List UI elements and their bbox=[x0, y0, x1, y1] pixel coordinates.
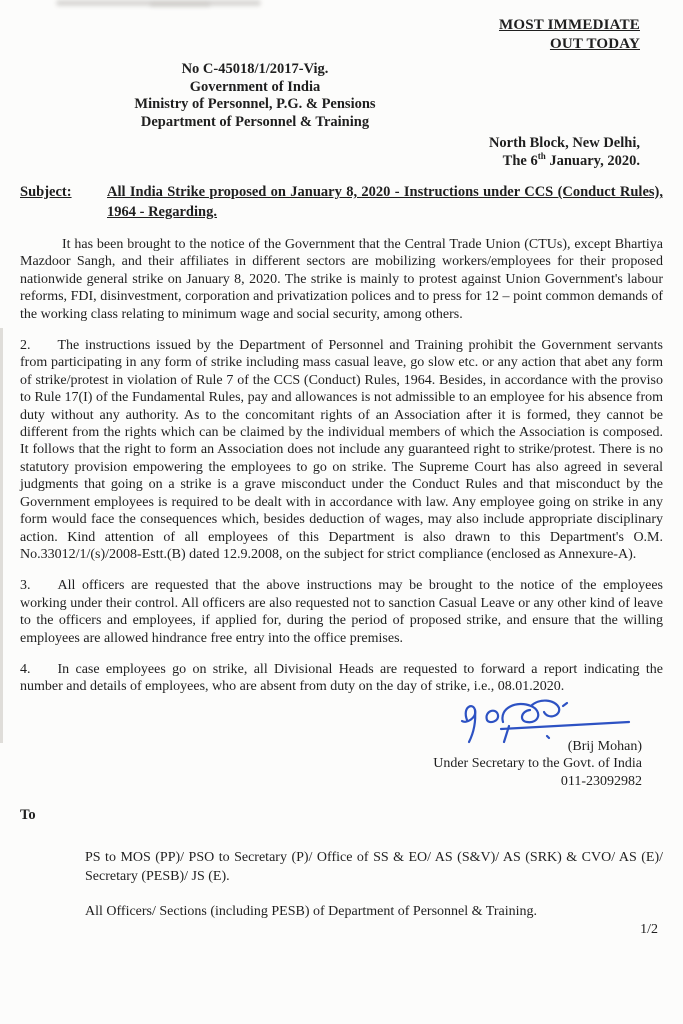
paragraph-2-number: 2. bbox=[20, 338, 31, 354]
subject-block bbox=[20, 182, 663, 222]
org-government: Government of India bbox=[189, 78, 321, 95]
paragraph-4-text: In case employees go on strike, all Divisional Heads are requested to forward a report indicating the number and details of employees, who are absent from duty on the day of strike, i.e., 08.01.2020. bbox=[20, 661, 663, 695]
paragraph-3-number: 3. bbox=[20, 578, 31, 594]
reference-number: No C-45018/1/2017-Vig. bbox=[181, 61, 329, 77]
paragraph-4-number: 4. bbox=[20, 661, 31, 677]
org-ministry: Ministry of Personnel, P.G. & Pensions bbox=[134, 96, 376, 112]
stamp-out-today: OUT TODAY bbox=[549, 36, 640, 52]
signatory-designation: Under Secretary to the Govt. of India bbox=[433, 756, 642, 772]
scan-edge-artifact bbox=[0, 328, 3, 743]
signature-block bbox=[20, 698, 663, 791]
place-date-block bbox=[20, 134, 663, 170]
paragraph-3 bbox=[20, 577, 663, 647]
distribution-list bbox=[85, 848, 663, 921]
paragraph-2 bbox=[20, 337, 663, 563]
to-label: To bbox=[20, 807, 36, 824]
distribution-item-2: All Officers/ Sections (including PESB) of Department of Personnel & Training. bbox=[85, 904, 537, 920]
paragraph-2-text: The instructions issued by the Department of Personnel and Training prohibit the Government servants from participating in any form of strike including mass casual leave, go slow etc. or any action that abet any form of strike/protest in violation of Rule 7 of the CCS (Conduct) Rules, 1964. Besides, in accordance with the proviso to Rule 17(I) of the Fundamental Rules, pay and allowances is not admissible to an employee for his absence from duty without any authority. As to the concomitant rights of an Association after it is formed, they cannot be different from the rights which can be claimed by the individual members of which the Association is composed. It follows that the right to form an Association does not include any guaranteed right to strike/protest. There is no statutory provision empowering the employees to go on strike. The Supreme Court has also agreed in several judgments that going on a strike is a grave misconduct under the Conduct Rules and that misconduct by the Government employees is required to be dealt with in accordance with law. Any employee going on strike in any form would face the consequences which, besides deduction of wages, may also include appropriate disciplinary action. Kind attention of all employees of this Department is also drawn to this Department's O.M. No.33012/1/(s)/2008-Estt.(B) dated 12.9.2008, on the subject for strict compliance (enclosed as Annexure-A). bbox=[20, 338, 663, 562]
signatory-phone: 011-23092982 bbox=[560, 773, 642, 789]
letterhead bbox=[45, 61, 465, 131]
scan-smudge-2 bbox=[150, 2, 210, 7]
subject-text: All India Strike proposed on January 8, 2020 - Instructions under CCS (Conduct Rules), 1964 - Regarding. bbox=[107, 184, 663, 220]
page-number: 1/2 bbox=[640, 922, 658, 938]
org-department: Department of Personnel & Training bbox=[140, 113, 370, 130]
signatory-name: (Brij Mohan) bbox=[567, 738, 642, 754]
priority-stamp bbox=[20, 16, 663, 54]
subject-label: Subject: bbox=[20, 184, 72, 200]
paragraph-3-text: All officers are requested that the above instructions may be brought to the notice of the employees working under their control. All officers are also requested not to sanction Casual Leave or any other kind of leave to the officers and employees, if applied for, during the period of proposed strike, and ensure that the willing employees are allowed hindrance free entry into the office premises. bbox=[20, 578, 663, 646]
date-line: The 6th January, 2020. bbox=[502, 151, 640, 169]
place-line: North Block, New Delhi, bbox=[488, 135, 640, 151]
paragraph-4 bbox=[20, 661, 663, 696]
date-ordinal: th bbox=[537, 151, 546, 162]
distribution-item-1: PS to MOS (PP)/ PSO to Secretary (P)/ Office of SS & EO/ AS (S&V)/ AS (SRK) & CVO/ AS (E)/ Secretary (PESB)/ JS (E). bbox=[85, 850, 663, 885]
stamp-most-immediate: MOST IMMEDIATE bbox=[498, 17, 640, 33]
paragraph-1: It has been brought to the notice of the Government that the Central Trade Union (CTUs), except Bhartiya Mazdoor Sangh, and their affiliates in different sectors are mobilizing workers/employees for their proposed nationwide general strike on January 8, 2020. The strike is mainly to protest against Union Government's labour reforms, FDI, disinvestment, corporation and privatization polices and to press for 12 – point common demands of the working class relating to minimum wage and social security, among others. bbox=[20, 237, 663, 322]
